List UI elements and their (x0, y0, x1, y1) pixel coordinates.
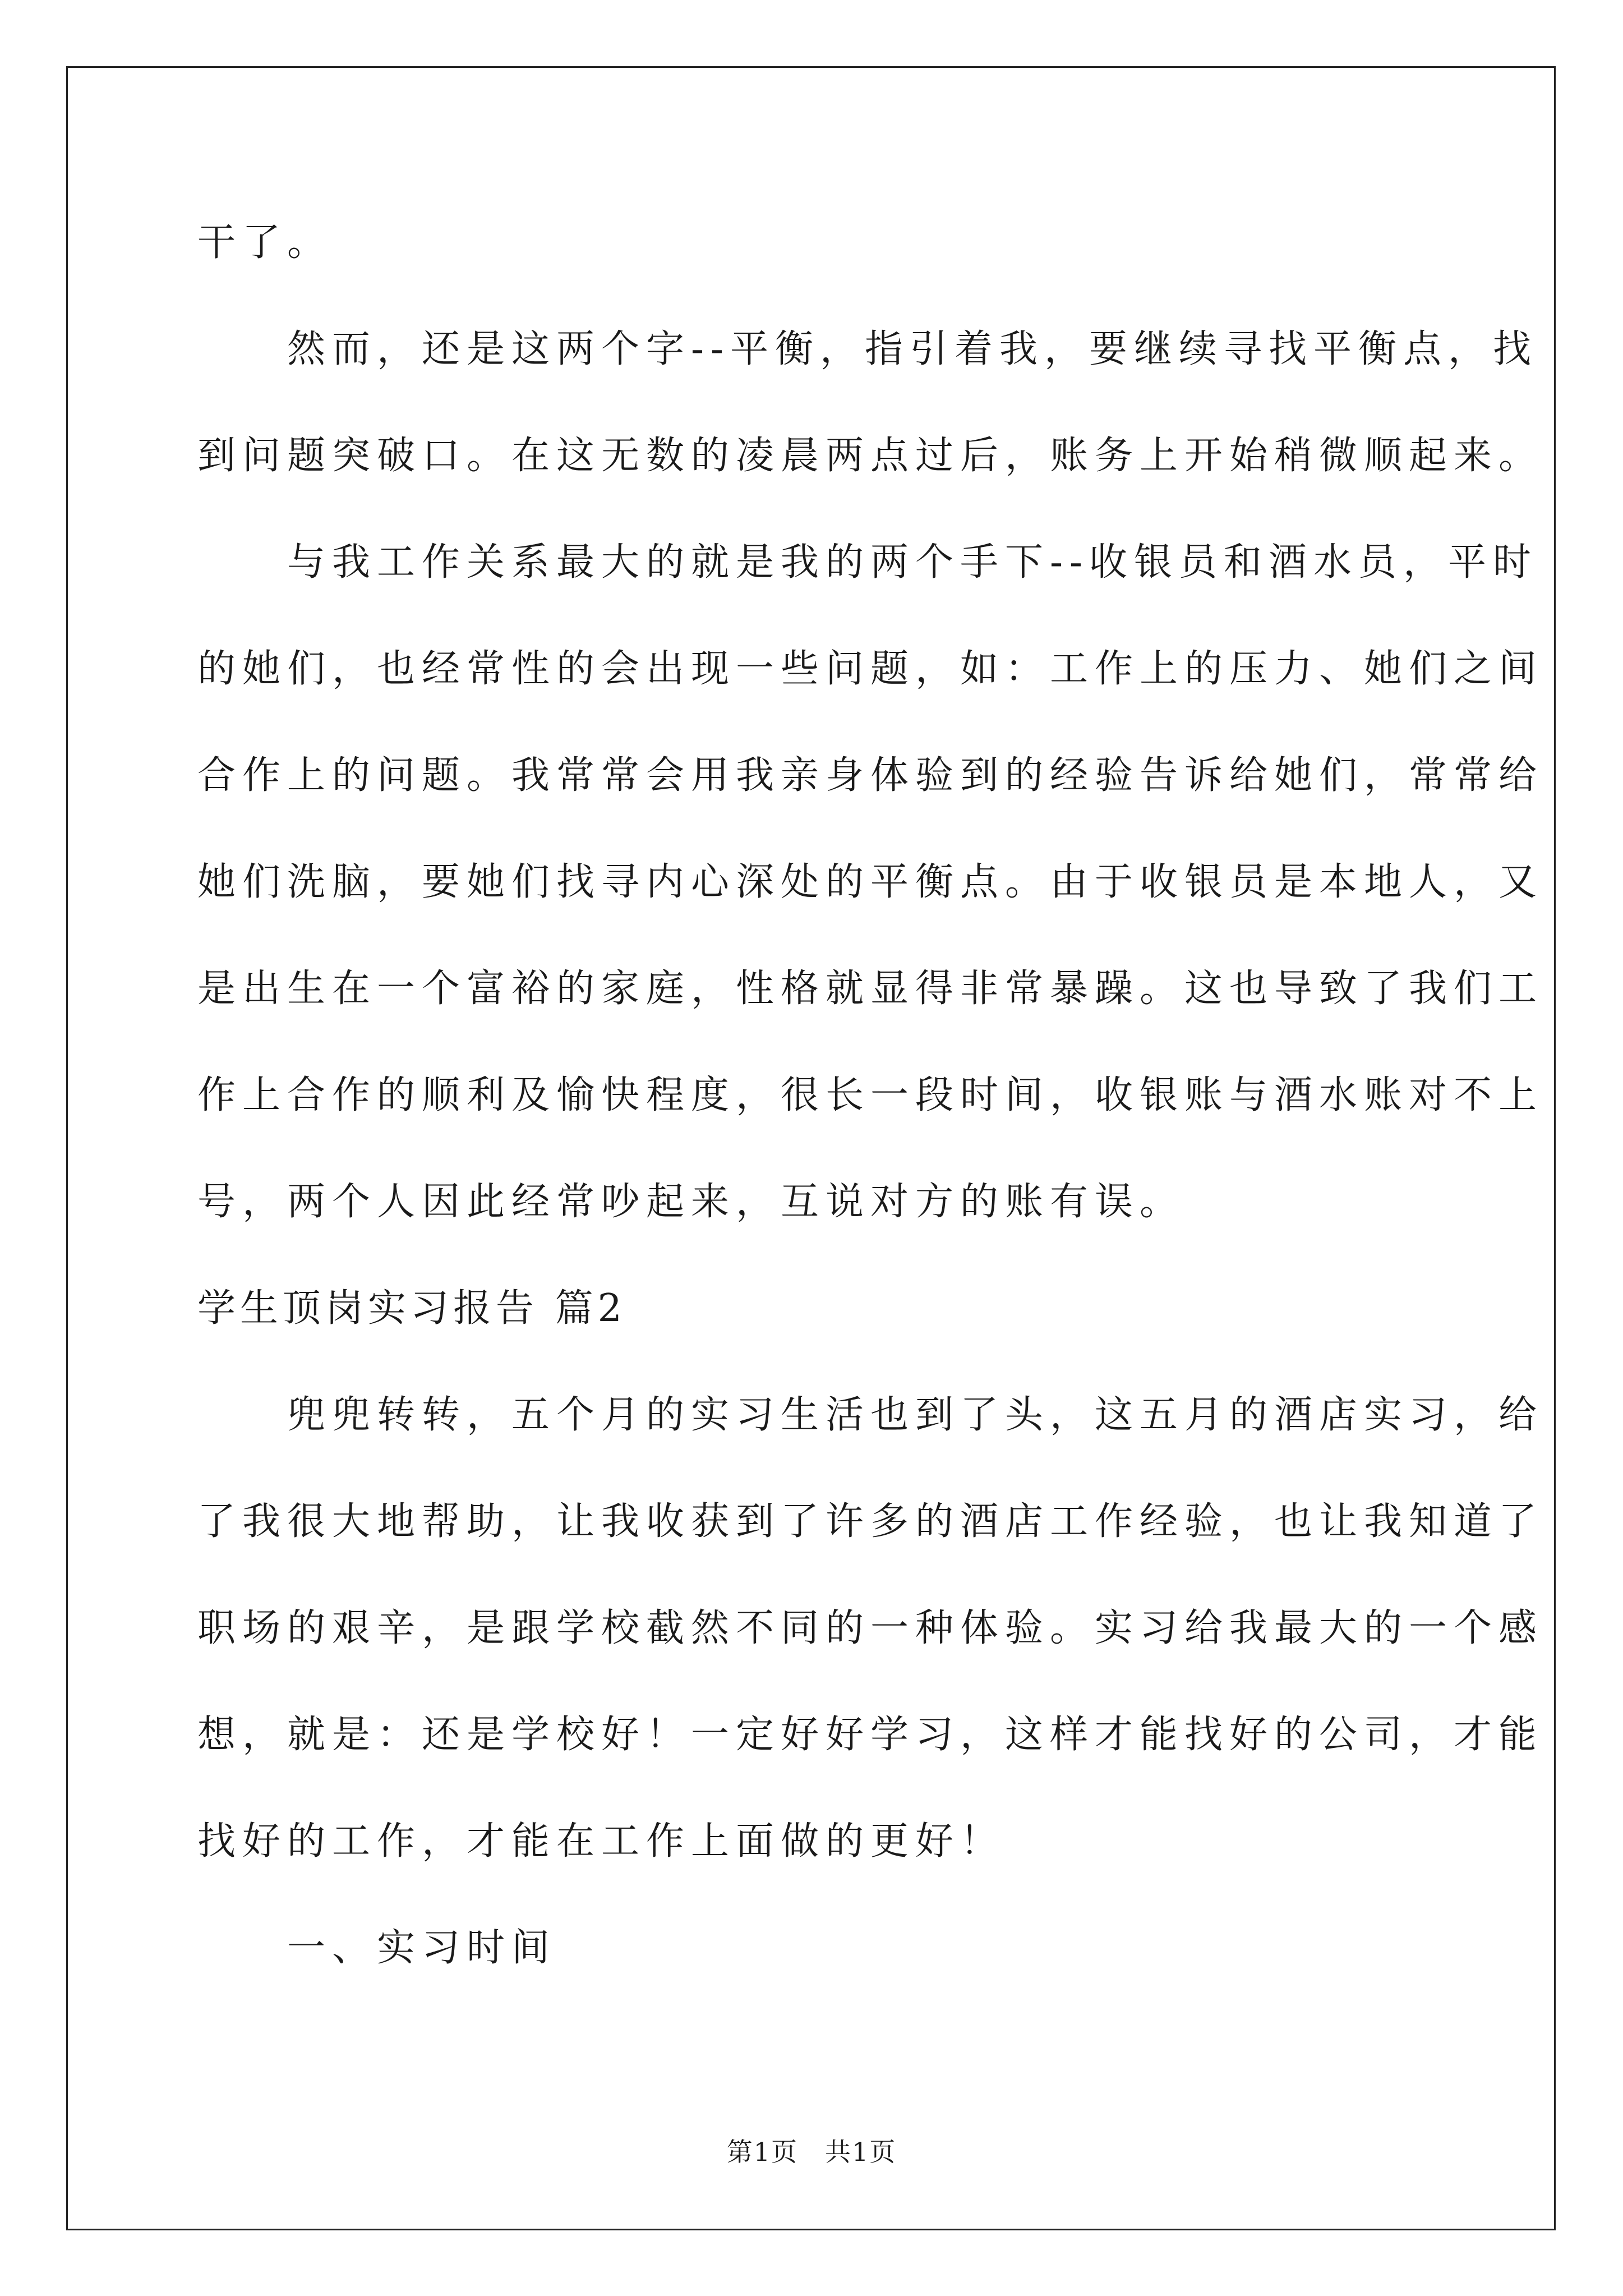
text-line: 然而，还是这两个字--平衡，指引着我，要继续寻找平衡点，找 (197, 327, 1538, 371)
text-line: 她们洗脑，要她们找寻内心深处的平衡点。由于收银员是本地人，又 (197, 860, 1544, 904)
page-number: 第1页 共1页 (726, 2137, 897, 2167)
text-line: 想，就是：还是学校好！一定好好学习，这样才能找好的公司，才能 (197, 1713, 1544, 1757)
text-line: 找好的工作，才能在工作上面做的更好！ (197, 1819, 1006, 1864)
text-line: 了我很大地帮助，让我收获到了许多的酒店工作经验，也让我知道了 (197, 1499, 1544, 1544)
text-line: 的她们，也经常性的会出现一些问题，如：工作上的压力、她们之间 (197, 647, 1544, 691)
subsection-heading: 一、实习时间 (197, 1926, 557, 1970)
text-line: 职场的艰辛，是跟学校截然不同的一种体验。实习给我最大的一个感 (197, 1606, 1544, 1650)
section-heading: 学生顶岗实习报告 篇2 (197, 1286, 626, 1331)
text-line: 号，两个人因此经常吵起来，互说对方的账有误。 (197, 1180, 1185, 1224)
document-body (197, 190, 1544, 2001)
text-line: 作上合作的顺利及愉快程度，很长一段时间，收银账与酒水账对不上 (197, 1073, 1544, 1117)
text-line: 合作上的问题。我常常会用我亲身体验到的经验告诉给她们，常常给 (197, 753, 1544, 798)
text-line: 干了。 (197, 220, 333, 265)
text-line: 是出生在一个富裕的家庭，性格就显得非常暴躁。这也导致了我们工 (197, 967, 1544, 1011)
text-line: 与我工作关系最大的就是我的两个手下--收银员和酒水员，平时 (197, 540, 1538, 585)
text-line: 兜兜转转，五个月的实习生活也到了头，这五月的酒店实习，给 (197, 1393, 1544, 1437)
text-line: 到问题突破口。在这无数的凌晨两点过后，账务上开始稍微顺起来。 (197, 434, 1544, 478)
